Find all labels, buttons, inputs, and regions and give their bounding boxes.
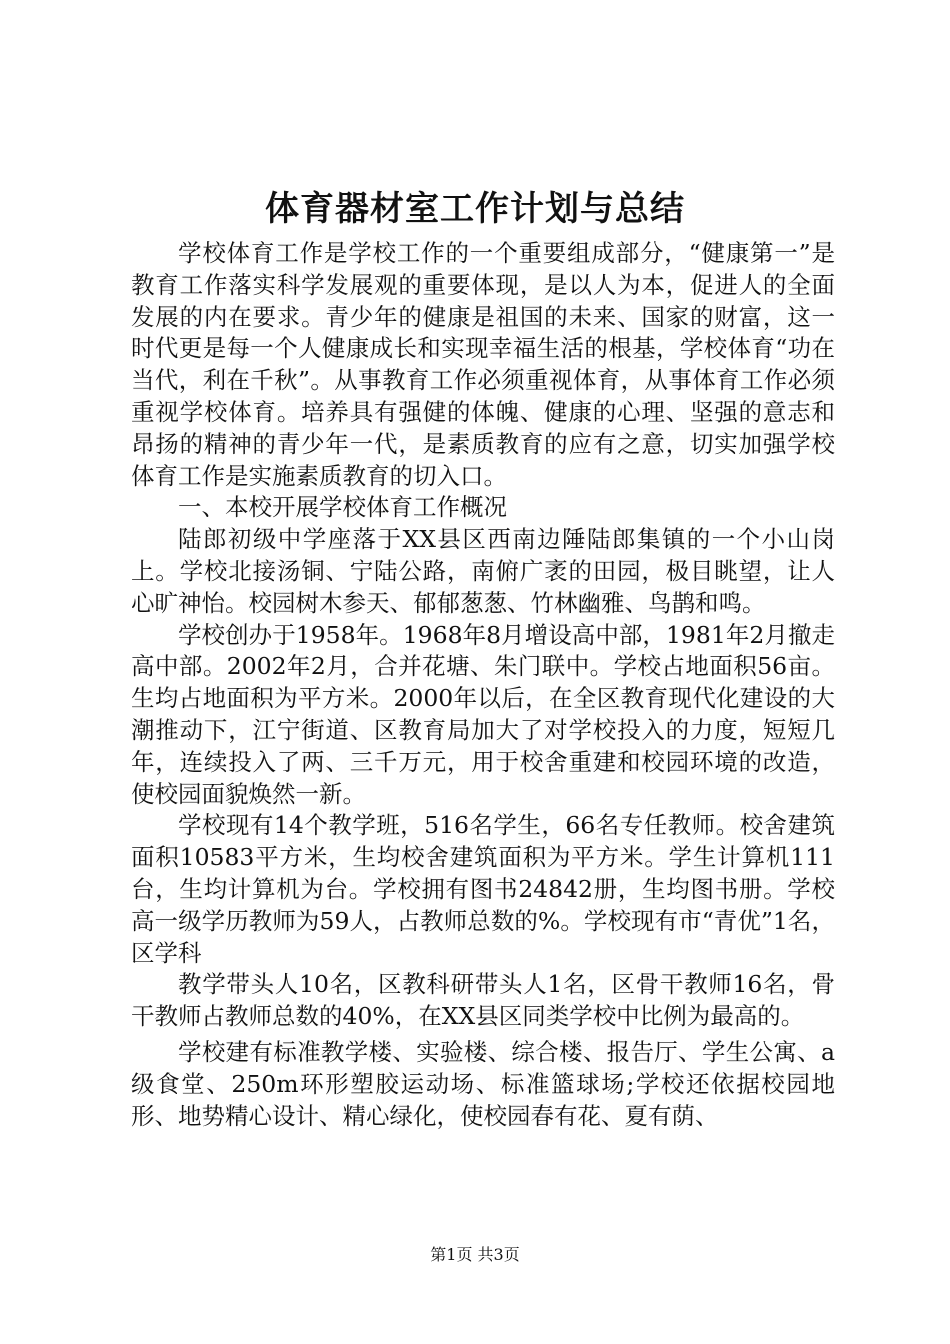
- document-title: 体育器材室工作计划与总结: [265, 189, 685, 229]
- paragraph-statistics: 学校现有14个教学班，516名学生，66名专任教师。校舍建筑面积10583平方米，生均校舍建筑面积为平方米。学生计算机111台，生均计算机为台。学校拥有图书24842册，生均图书册。学校高一级学历教师为59人，占教师总数的%。学校现有市“青优”1名，区学科: [131, 811, 835, 967]
- paragraph-facilities: 学校建有标准教学楼、实验楼、综合楼、报告厅、学生公寓、a级食堂、250m环形塑胶运动场、标准篮球场;学校还依据校园地形、地势精心设计、精心绿化，使校园春有花、夏有荫、: [131, 1037, 835, 1130]
- document-body: [131, 238, 835, 1132]
- paragraph-intro: 学校体育工作是学校工作的一个重要组成部分，“健康第一”是教育工作落实科学发展观的重要体现，是以人为本，促进人的全面发展的内在要求。青少年的健康是祖国的未来、国家的财富，这一时代更是每一个人健康成长和实现幸福生活的根基，学校体育“功在当代，利在千秋”。从事教育工作必须重视体育，从事体育工作必须重视学校体育。培养具有强健的体魄、健康的心理、坚强的意志和昂扬的精神的青少年一代，是素质教育的应有之意，切实加强学校体育工作是实施素质教育的切入口。: [131, 239, 835, 490]
- section-heading: 一、本校开展学校体育工作概况: [178, 493, 507, 522]
- page-indicator: 第1页 共3页: [430, 1245, 520, 1264]
- paragraph-teachers: 教学带头人10名，区教科研带头人1名，区骨干教师16名，骨干教师占教师总数的40%，在XX县区同类学校中比例为最高的。: [131, 970, 835, 1031]
- paragraph-location: 陆郎初级中学座落于XX县区西南边陲陆郎集镇的一个小山岗上。学校北接汤铜、宁陆公路，南俯广袤的田园，极目眺望，让人心旷神怡。校园树木参天、郁郁葱葱、竹林幽雅、鸟鹊和鸣。: [131, 525, 835, 617]
- paragraph-history: 学校创办于1958年。1968年8月增设高中部，1981年2月撤走高中部。2002年2月，合并花塘、朱门联中。学校占地面积56亩。生均占地面积为平方米。2000年以后，在全区教育现代化建设的大潮推动下，江宁街道、区教育局加大了对学校投入的力度，短短几年，连续投入了两、三千万元，用于校舍重建和校园环境的改造，使校园面貌焕然一新。: [131, 620, 835, 808]
